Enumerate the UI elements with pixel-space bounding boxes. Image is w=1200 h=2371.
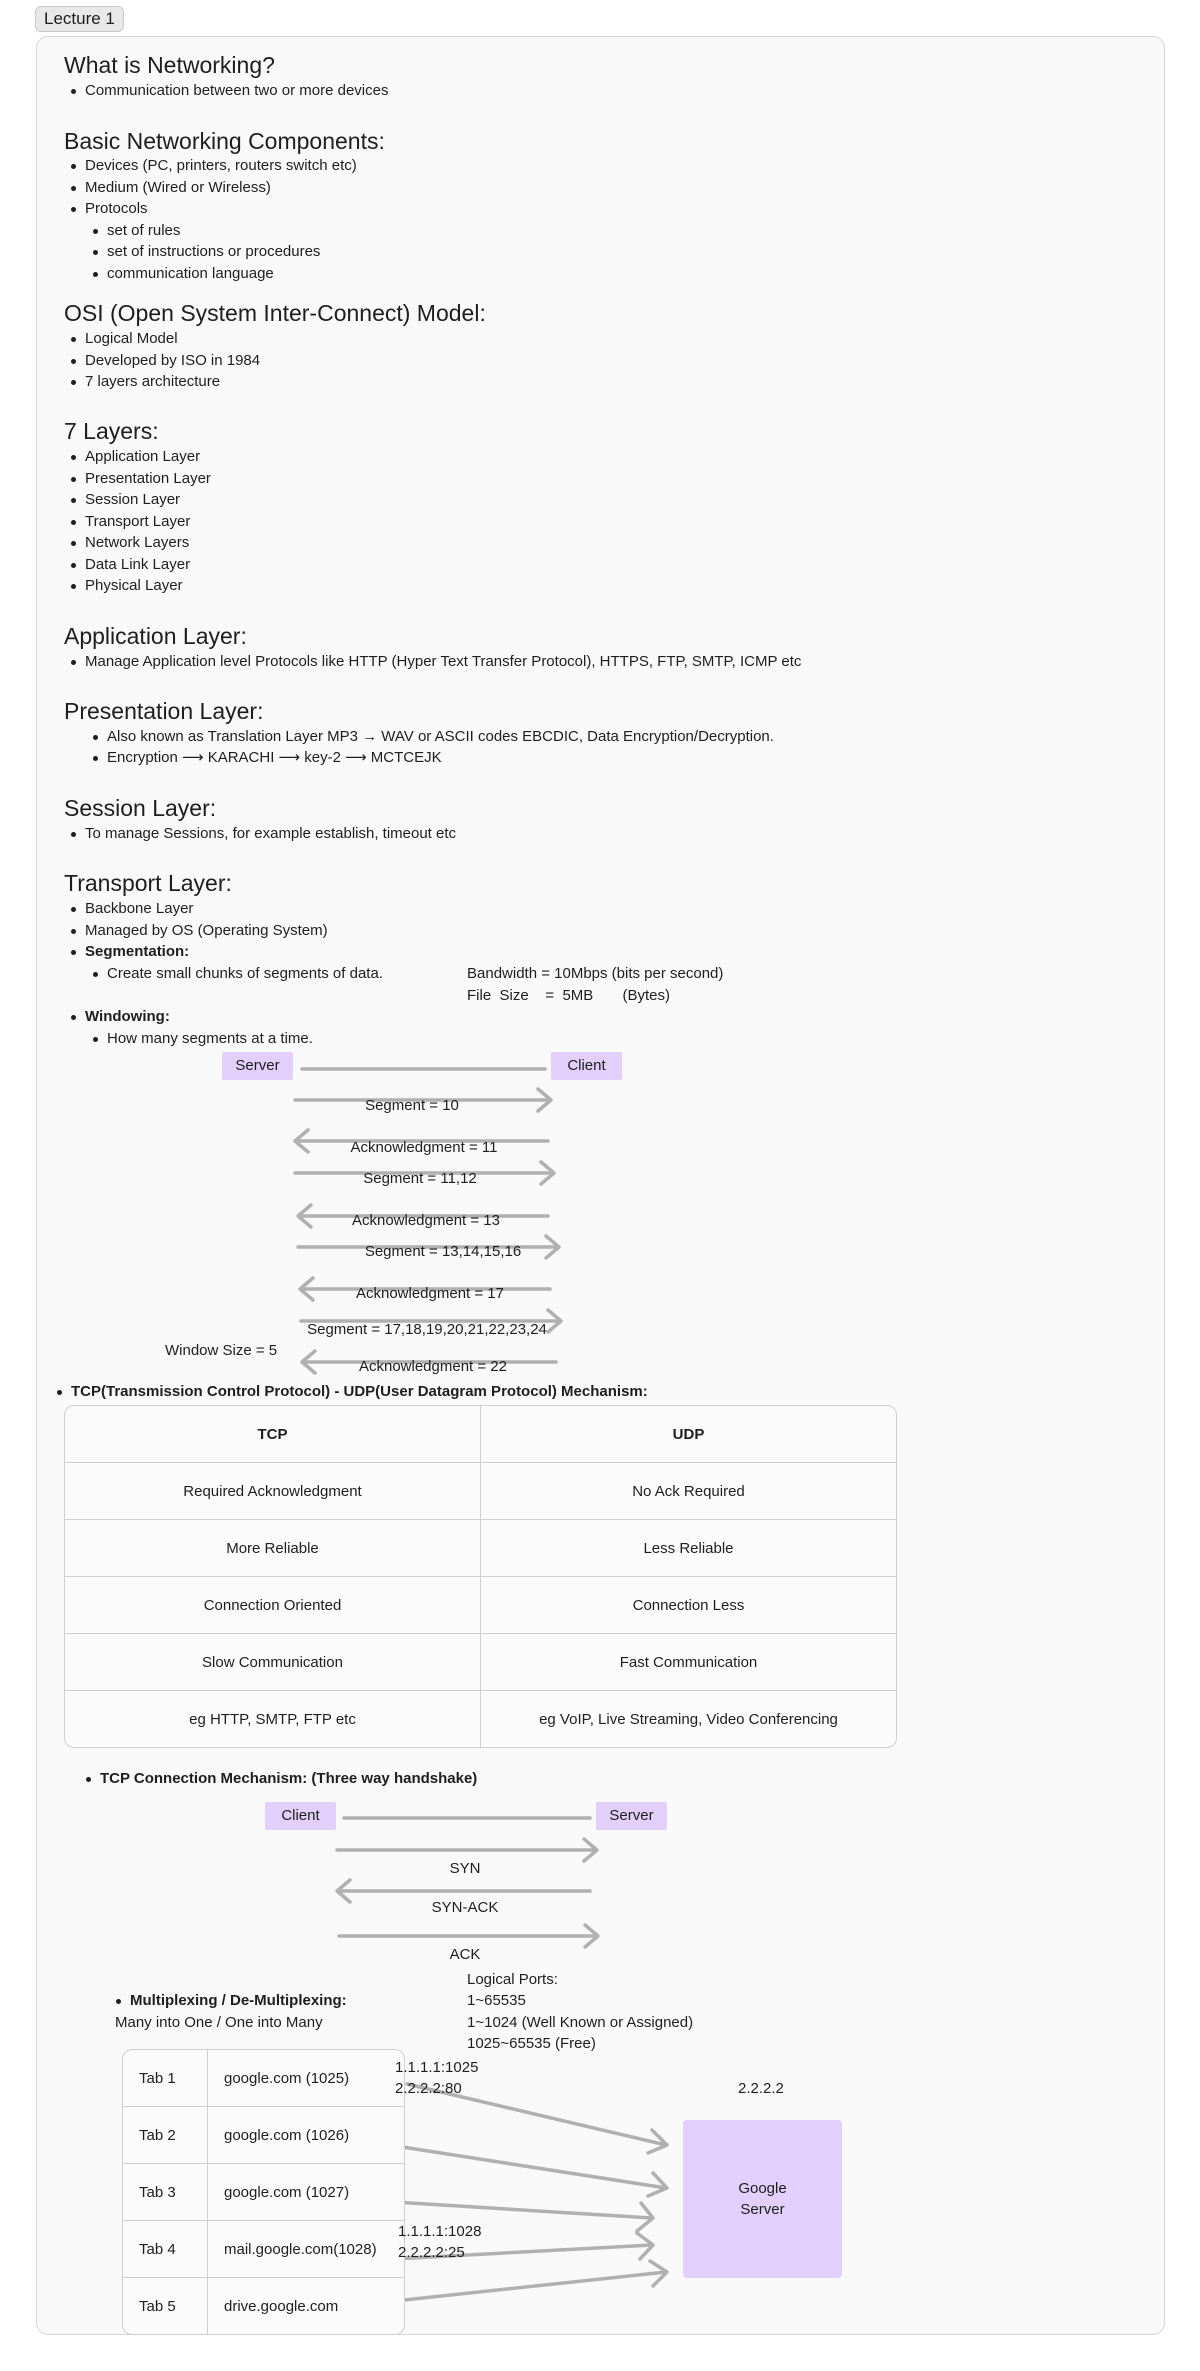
bullet <box>93 972 98 977</box>
arrow-label: Acknowledgment = 13 <box>351 1212 500 1229</box>
bullet <box>116 1999 121 2004</box>
bullet <box>71 950 76 955</box>
server-ip: 2.2.2.2 <box>738 2080 784 2097</box>
heading-components: Basic Networking Components: <box>64 128 385 154</box>
bullet <box>71 477 76 482</box>
list-item: set of instructions or procedures <box>107 243 321 260</box>
bullet <box>71 380 76 385</box>
tab-name: Tab 4 <box>123 2221 208 2278</box>
tab-name: Tab 1 <box>123 2050 208 2107</box>
heading-transport: Transport Layer: <box>64 870 232 896</box>
heading-application: Application Layer: <box>64 623 247 649</box>
table-row <box>65 1577 896 1634</box>
table-row <box>65 1691 896 1747</box>
arrow-label: SYN <box>449 1860 481 1877</box>
bullet <box>93 229 98 234</box>
list-item: Session Layer <box>85 491 181 508</box>
address-label: 2.2.2.2:25 <box>398 2244 465 2261</box>
list-item: Protocols <box>85 200 148 217</box>
list-item: Devices (PC, printers, routers switch etc) <box>85 157 357 174</box>
address-label: 1.1.1.1:1028 <box>398 2223 482 2240</box>
window-size-label: Window Size = 5 <box>165 1342 278 1359</box>
bullet <box>71 563 76 568</box>
windowing-label: Windowing: <box>85 1008 170 1025</box>
heading-osi: OSI (Open System Inter-Connect) Model: <box>64 300 486 326</box>
table-cell: Required Acknowledgment <box>65 1463 481 1520</box>
list-item: Communication between two or more devices <box>85 82 389 99</box>
list-item: How many segments at a time. <box>107 1030 313 1047</box>
bullet <box>71 337 76 342</box>
list-item: 7 layers architecture <box>85 373 221 390</box>
list-item: Managed by OS (Operating System) <box>85 922 328 939</box>
client-node: Client <box>551 1052 622 1080</box>
arrow-label: Acknowledgment = 11 <box>350 1139 498 1156</box>
bullet <box>71 660 76 665</box>
table-cell: Less Reliable <box>481 1520 896 1577</box>
bullet <box>71 207 76 212</box>
list-item: Developed by ISO in 1984 <box>85 352 261 369</box>
list-item: set of rules <box>107 222 181 239</box>
bullet <box>71 186 76 191</box>
arrow-label: SYN-ACK <box>431 1899 499 1916</box>
bullet <box>93 756 98 761</box>
table-row <box>65 1520 896 1577</box>
bullet <box>71 359 76 364</box>
server-node: Server <box>222 1052 293 1080</box>
table-row <box>123 2050 404 2107</box>
list-item: Presentation Layer <box>85 470 211 487</box>
list-item: Encryption ⟶ KARACHI ⟶ key-2 ⟶ MCTCEJK <box>107 749 442 766</box>
tab-name: Tab 2 <box>123 2107 208 2164</box>
tab-name: Tab 3 <box>123 2164 208 2221</box>
arrow-label: ACK <box>449 1946 481 1963</box>
tab-url: mail.google.com(1028) <box>208 2221 404 2278</box>
tab-url: google.com (1026) <box>208 2107 404 2164</box>
arrow-label: Segment = 10 <box>365 1097 459 1114</box>
server-label: Google <box>738 2180 787 2197</box>
bullet <box>86 1777 91 1782</box>
bullet <box>93 250 98 255</box>
tcp-udp-heading: TCP(Transmission Control Protocol) - UDP(User Datagram Protocol) Mechanism: <box>71 1383 648 1400</box>
bullet <box>71 907 76 912</box>
bullet <box>71 541 76 546</box>
bullet <box>57 1390 62 1395</box>
table-header-cell: UDP <box>481 1406 896 1463</box>
arrow-label: Acknowledgment = 22 <box>358 1358 507 1375</box>
list-item: Medium (Wired or Wireless) <box>85 179 271 196</box>
table-cell: More Reliable <box>65 1520 481 1577</box>
bullet <box>71 498 76 503</box>
table-row <box>123 2278 404 2334</box>
table-cell: Fast Communication <box>481 1634 896 1691</box>
table-cell: Slow Communication <box>65 1634 481 1691</box>
port-range: 1025~65535 (Free) <box>467 2035 596 2052</box>
port-range: 1~1024 (Well Known or Assigned) <box>467 2014 694 2031</box>
list-item: Application Layer <box>85 448 201 465</box>
tab-url: google.com (1025) <box>208 2050 404 2107</box>
table-row <box>123 2107 404 2164</box>
bullet <box>71 584 76 589</box>
server-label: Server <box>740 2201 785 2218</box>
handshake-heading: TCP Connection Mechanism: (Three way handshake) <box>100 1770 478 1787</box>
multiplexing-heading: Multiplexing / De-Multiplexing: <box>130 1992 347 2009</box>
frame-title[interactable]: Lecture 1 <box>35 6 124 32</box>
table-cell: No Ack Required <box>481 1463 896 1520</box>
filesize-note: File Size = 5MB (Bytes) <box>467 987 670 1004</box>
heading-presentation: Presentation Layer: <box>64 698 264 724</box>
table-cell: Connection Less <box>481 1577 896 1634</box>
list-item: Also known as Translation Layer MP3 → WAV or ASCII codes EBCDIC, Data Encryption/Decryption. <box>107 728 774 745</box>
arrow-label: Acknowledgment = 17 <box>355 1285 504 1302</box>
list-item: Create small chunks of segments of data. <box>107 965 383 982</box>
list-item: Data Link Layer <box>85 556 191 573</box>
bullet <box>71 1015 76 1020</box>
table-row <box>123 2164 404 2221</box>
ports-title: Logical Ports: <box>467 1971 558 1988</box>
port-range: 1~65535 <box>467 1992 526 2009</box>
list-item: To manage Sessions, for example establish, timeout etc <box>85 825 457 842</box>
tab-url: drive.google.com <box>224 2297 339 2315</box>
address-label: 2.2.2.2:80 <box>395 2080 462 2097</box>
bullet <box>71 520 76 525</box>
arrow-label: Segment = 13,14,15,16 <box>364 1243 522 1260</box>
list-item: Transport Layer <box>85 513 191 530</box>
bullet <box>71 455 76 460</box>
table-header-cell: TCP <box>65 1406 481 1463</box>
table-row <box>123 2221 404 2278</box>
google-server-node <box>683 2120 842 2278</box>
multiplexing-subtitle: Many into One / One into Many <box>115 2014 323 2031</box>
table-cell: Connection Oriented <box>65 1577 481 1634</box>
bandwidth-note: Bandwidth = 10Mbps (bits per second) <box>467 965 724 982</box>
server-node: Server <box>596 1802 667 1830</box>
tab-url: google.com (1027) <box>208 2164 404 2221</box>
table-cell: eg VoIP, Live Streaming, Video Conferencing <box>539 1710 838 1728</box>
table-row <box>65 1634 896 1691</box>
heading-networking: What is Networking? <box>64 52 275 78</box>
tcp-udp-table <box>64 1405 897 1748</box>
list-item: Network Layers <box>85 534 190 551</box>
bullet <box>93 735 98 740</box>
arrow-label: Segment = 17,18,19,20,21,22,23,24 <box>307 1321 547 1338</box>
segmentation-label: Segmentation: <box>85 943 190 960</box>
browser-tabs-table <box>122 2049 405 2335</box>
list-item: Physical Layer <box>85 577 183 594</box>
bullet <box>93 272 98 277</box>
table-row <box>65 1463 896 1520</box>
table-cell: eg HTTP, SMTP, FTP etc <box>65 1691 481 1747</box>
bullet <box>71 89 76 94</box>
list-item: Logical Model <box>85 330 178 347</box>
heading-layers: 7 Layers: <box>64 418 159 444</box>
address-label: 1.1.1.1:1025 <box>395 2059 479 2076</box>
bullet <box>71 164 76 169</box>
bullet <box>93 1037 98 1042</box>
list-item: Backbone Layer <box>85 900 194 917</box>
heading-session: Session Layer: <box>64 795 217 821</box>
table-row <box>65 1406 896 1463</box>
list-item: Manage Application level Protocols like HTTP (Hyper Text Transfer Protocol), HTTPS, FTP, SMTP, ICMP etc <box>85 653 802 670</box>
bullet <box>71 832 76 837</box>
tab-name: Tab 5 <box>123 2278 208 2334</box>
arrow-label: Segment = 11,12 <box>363 1170 477 1187</box>
client-node: Client <box>265 1802 336 1830</box>
bullet <box>71 929 76 934</box>
list-item: communication language <box>107 265 274 282</box>
